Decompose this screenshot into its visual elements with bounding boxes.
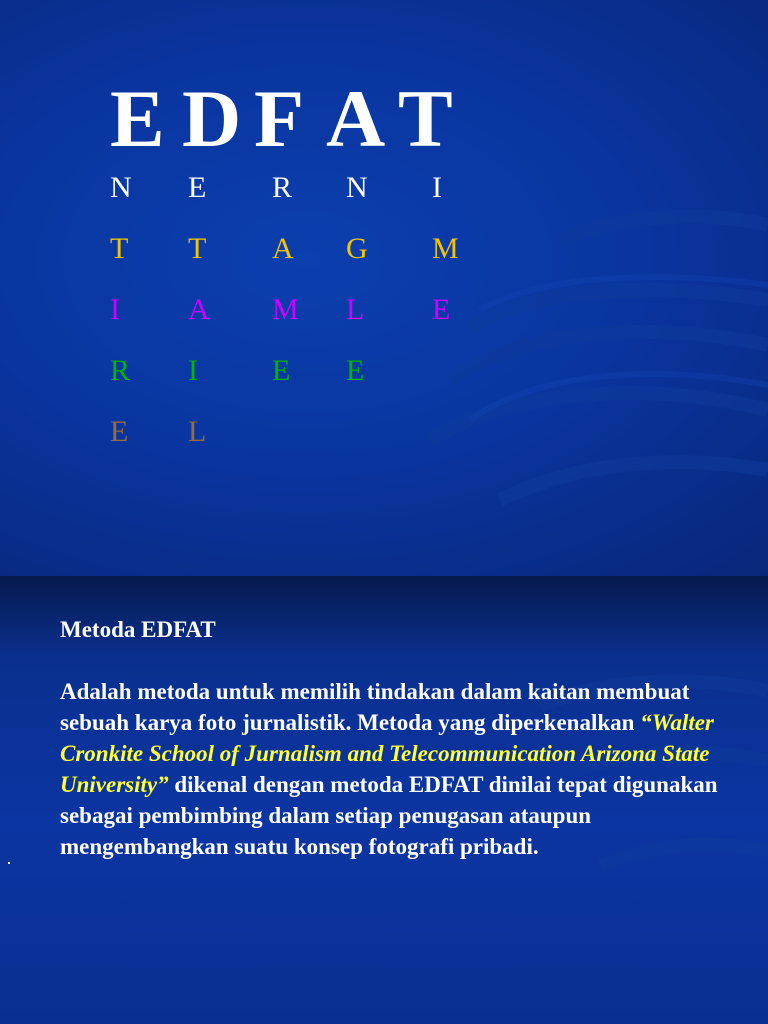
- acronym-letter: A: [272, 232, 294, 265]
- acronym-letter: G: [346, 232, 368, 265]
- title-letter: E: [110, 73, 165, 164]
- title-letter: A: [326, 73, 386, 164]
- acronym-letter: M: [432, 232, 459, 265]
- title-letter: T: [398, 73, 453, 164]
- acronym-letter: L: [346, 293, 365, 326]
- acronym-letter: N: [346, 171, 368, 204]
- title-letter: F: [254, 73, 305, 164]
- acronym-letter: R: [272, 171, 293, 204]
- section-heading: Metoda EDFAT: [60, 617, 216, 642]
- acronym-letter: T: [110, 232, 129, 265]
- acronym-letter: I: [110, 293, 120, 326]
- acronym-letter: E: [110, 415, 129, 448]
- institution-quote: “Walter Cronkite School of Jurnalism and Telecommunication Arizona State University”: [60, 710, 714, 797]
- acronym-letter: A: [188, 293, 210, 326]
- acronym-letter: I: [188, 354, 198, 387]
- paragraph-text-end: dikenal dengan metoda EDFAT dinilai tepat digunakan sebagai pembimbing dalam setiap penugasan ataupun mengembangkan suatu konsep fotografi pribadi.: [60, 772, 718, 859]
- acronym-letter: L: [188, 415, 207, 448]
- acronym-letter: E: [272, 354, 291, 387]
- acronym-letter: T: [188, 232, 207, 265]
- edfat-title: [110, 73, 470, 164]
- acronym-letter: M: [272, 293, 299, 326]
- acronym-letter: R: [110, 354, 131, 387]
- margin-dot: [8, 862, 10, 864]
- paragraph-text-start: Adalah metoda untuk memilih tindakan dalam kaitan membuat sebuah karya foto jurnalistik. Metoda yang diperkenalkan: [60, 679, 690, 735]
- description-paragraph: [60, 676, 720, 862]
- title-letter: D: [182, 73, 242, 164]
- acronym-letter: N: [110, 171, 132, 204]
- acronym-letter: E: [188, 171, 207, 204]
- slide-edfat-description: [0, 576, 768, 1024]
- acronym-letter: E: [432, 293, 451, 326]
- description-body: [60, 614, 720, 862]
- acronym-letter: I: [432, 171, 442, 204]
- acronym-letter: E: [346, 354, 365, 387]
